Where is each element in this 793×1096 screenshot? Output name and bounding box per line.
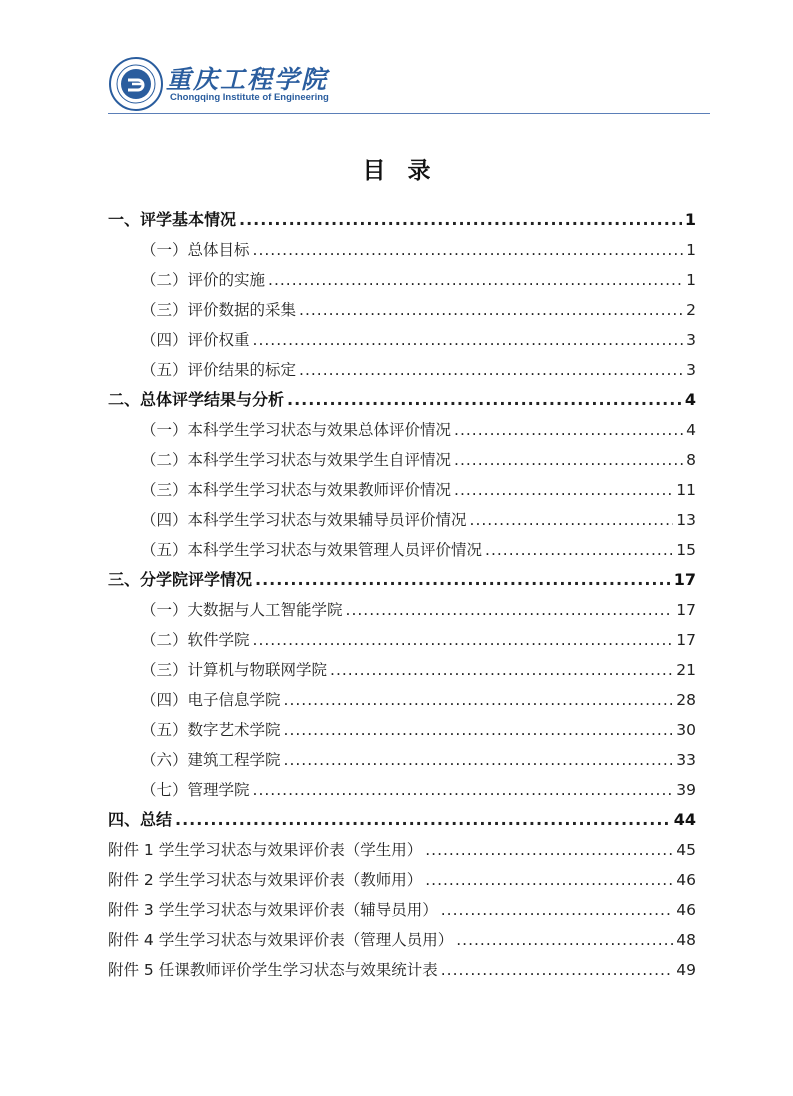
toc-entry-label: 附件 4 学生学习状态与效果评价表（管理人员用） — [108, 931, 454, 949]
toc-entry-page: 8 — [686, 451, 696, 469]
toc-entry-page: 39 — [676, 781, 696, 799]
toc-entry[interactable] — [108, 715, 696, 745]
toc-entry-label: 四、总结 — [108, 810, 173, 829]
toc-entry-label: （一）总体目标 — [141, 241, 250, 259]
toc-entry-label: （五）评价结果的标定 — [141, 361, 297, 379]
toc-entry-page: 3 — [686, 361, 696, 379]
toc-leader-dots — [299, 355, 683, 385]
toc-entry[interactable] — [108, 325, 696, 355]
page-header — [108, 56, 708, 114]
toc-entry-page: 3 — [686, 331, 696, 349]
toc-entry-label: 三、分学院评学情况 — [108, 570, 253, 589]
toc-entry-page: 1 — [684, 210, 696, 229]
toc-entry[interactable] — [108, 235, 696, 265]
toc-entry-label: （二）软件学院 — [141, 631, 250, 649]
toc-entry[interactable] — [108, 655, 696, 685]
toc-entry-label: （一）大数据与人工智能学院 — [141, 601, 343, 619]
toc-leader-dots — [330, 655, 673, 685]
institute-logo-icon — [108, 56, 164, 112]
page-title: 目录 — [362, 157, 453, 184]
toc-leader-dots — [284, 745, 674, 775]
toc-entry[interactable] — [108, 925, 696, 955]
toc-leader-dots — [253, 625, 674, 655]
toc-entry-label: （一）本科学生学习状态与效果总体评价情况 — [141, 421, 452, 439]
toc-leader-dots — [284, 685, 674, 715]
toc-entry-label: （四）电子信息学院 — [141, 691, 281, 709]
toc-entry-label: （五）数字艺术学院 — [141, 721, 281, 739]
toc-entry-label: （四）评价权重 — [141, 331, 250, 349]
toc-entry-page: 28 — [676, 691, 696, 709]
toc-entry[interactable] — [108, 205, 696, 235]
toc-entry-page: 4 — [684, 390, 696, 409]
toc-entry-label: 二、总体评学结果与分析 — [108, 390, 285, 409]
institute-name: 重庆工程学院 — [166, 65, 329, 94]
toc-entry-label: 一、评学基本情况 — [108, 210, 237, 229]
toc-entry-label: （三）评价数据的采集 — [141, 301, 297, 319]
toc-entry-page: 48 — [676, 931, 696, 949]
toc-leader-dots — [268, 265, 683, 295]
toc-leader-dots — [284, 715, 674, 745]
toc-entry[interactable] — [108, 775, 696, 805]
toc-entry[interactable] — [108, 865, 696, 895]
toc-entry[interactable] — [108, 805, 696, 835]
toc-entry[interactable] — [108, 265, 696, 295]
toc-entry-label: （二）本科学生学习状态与效果学生自评情况 — [141, 451, 452, 469]
toc-entry[interactable] — [108, 385, 696, 415]
toc-entry-page: 13 — [676, 511, 696, 529]
toc-entry-label: （四）本科学生学习状态与效果辅导员评价情况 — [141, 511, 467, 529]
toc-entry-page: 45 — [676, 841, 696, 859]
toc-leader-dots — [425, 835, 673, 865]
toc-leader-dots — [454, 475, 673, 505]
toc-entry-page: 17 — [676, 601, 696, 619]
toc-entry-label: 附件 5 任课教师评价学生学习状态与效果统计表 — [108, 961, 438, 979]
toc-entry[interactable] — [108, 505, 696, 535]
toc-entry-label: （六）建筑工程学院 — [141, 751, 281, 769]
toc-entry-page: 17 — [676, 631, 696, 649]
toc-entry[interactable] — [108, 475, 696, 505]
table-of-contents — [108, 205, 696, 985]
toc-entry-page: 17 — [673, 570, 696, 589]
toc-entry-page: 15 — [676, 541, 696, 559]
toc-entry-page: 33 — [676, 751, 696, 769]
toc-leader-dots — [441, 955, 674, 985]
toc-entry-label: 附件 3 学生学习状态与效果评价表（辅导员用） — [108, 901, 438, 919]
toc-leader-dots — [299, 295, 683, 325]
toc-leader-dots — [253, 235, 684, 265]
toc-leader-dots — [454, 445, 683, 475]
toc-entry[interactable] — [108, 595, 696, 625]
toc-entry-label: （三）本科学生学习状态与效果教师评价情况 — [141, 481, 452, 499]
toc-leader-dots — [239, 205, 682, 235]
toc-entry-label: （二）评价的实施 — [141, 271, 266, 289]
toc-leader-dots — [287, 385, 682, 415]
toc-entry-page: 1 — [686, 271, 696, 289]
toc-entry-page: 11 — [676, 481, 696, 499]
toc-entry[interactable] — [108, 355, 696, 385]
toc-entry-label: 附件 1 学生学习状态与效果评价表（学生用） — [108, 841, 423, 859]
toc-leader-dots — [456, 925, 673, 955]
toc-entry[interactable] — [108, 685, 696, 715]
toc-leader-dots — [255, 565, 671, 595]
toc-leader-dots — [454, 415, 683, 445]
toc-leader-dots — [485, 535, 673, 565]
toc-entry-page: 4 — [686, 421, 696, 439]
toc-entry-label: （五）本科学生学习状态与效果管理人员评价情况 — [141, 541, 483, 559]
header-divider — [108, 113, 710, 114]
toc-leader-dots — [470, 505, 674, 535]
institute-name-en: Chongqing Institute of Engineering — [170, 92, 329, 103]
toc-entry[interactable] — [108, 625, 696, 655]
toc-entry-page: 1 — [686, 241, 696, 259]
toc-entry-page: 46 — [676, 901, 696, 919]
toc-leader-dots — [253, 775, 674, 805]
toc-entry[interactable] — [108, 955, 696, 985]
toc-entry[interactable] — [108, 445, 696, 475]
toc-leader-dots — [253, 325, 684, 355]
toc-entry[interactable] — [108, 745, 696, 775]
toc-entry[interactable] — [108, 565, 696, 595]
toc-entry-label: （三）计算机与物联网学院 — [141, 661, 328, 679]
toc-entry-page: 44 — [673, 810, 696, 829]
toc-entry-label: （七）管理学院 — [141, 781, 250, 799]
toc-entry[interactable] — [108, 295, 696, 325]
toc-leader-dots — [441, 895, 674, 925]
toc-entry[interactable] — [108, 535, 696, 565]
toc-leader-dots — [175, 805, 671, 835]
toc-entry-page: 46 — [676, 871, 696, 889]
toc-entry[interactable] — [108, 415, 696, 445]
toc-entry[interactable] — [108, 835, 696, 865]
toc-entry-label: 附件 2 学生学习状态与效果评价表（教师用） — [108, 871, 423, 889]
toc-entry-page: 2 — [686, 301, 696, 319]
toc-entry-page: 30 — [676, 721, 696, 739]
toc-entry-page: 49 — [676, 961, 696, 979]
toc-leader-dots — [425, 865, 673, 895]
toc-leader-dots — [346, 595, 674, 625]
toc-entry-page: 21 — [676, 661, 696, 679]
toc-entry[interactable] — [108, 895, 696, 925]
